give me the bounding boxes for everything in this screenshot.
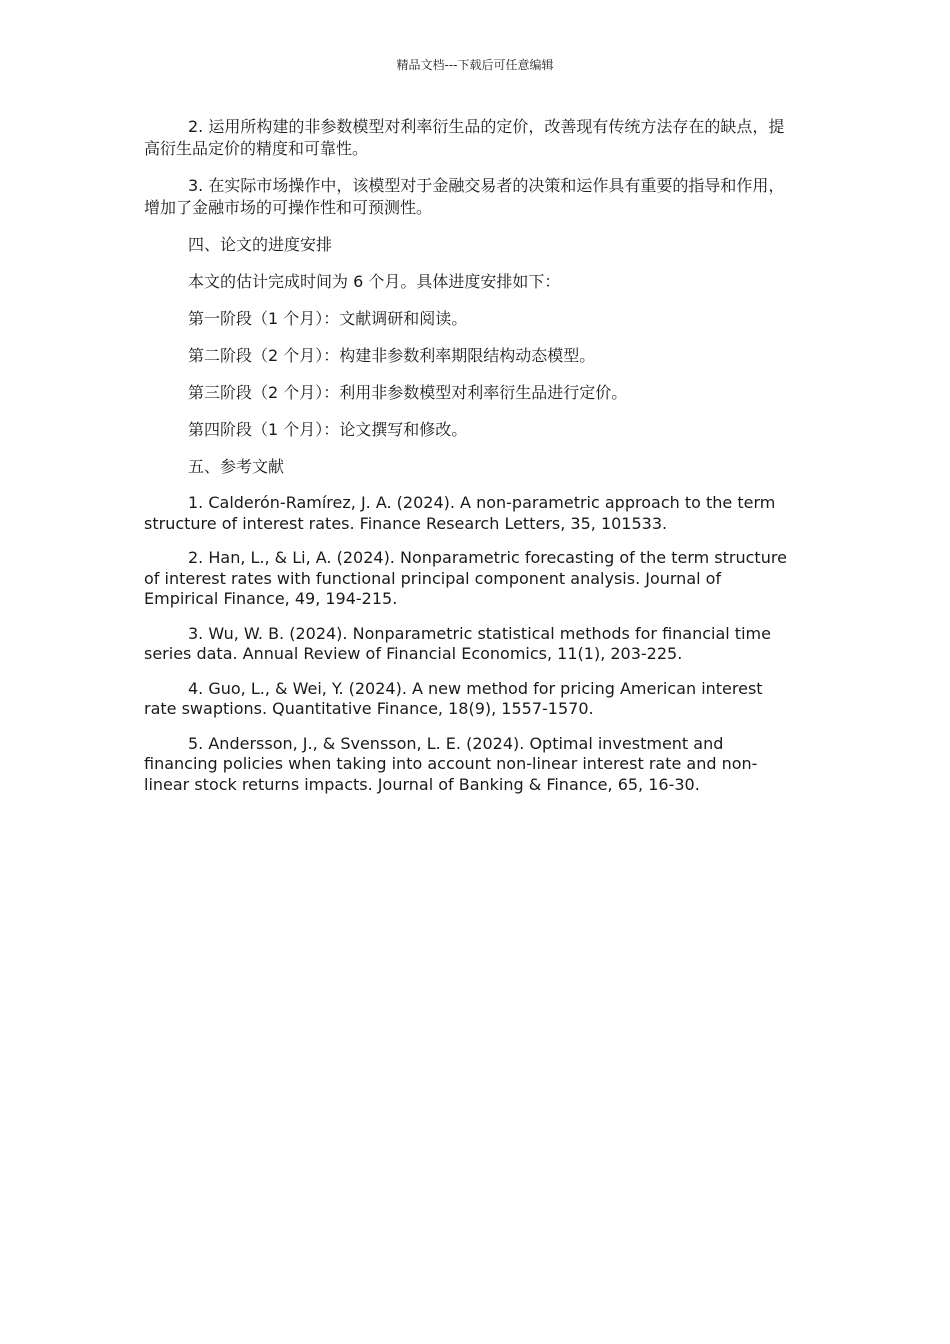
schedule-intro: 本文的估计完成时间为 6 个月。具体进度安排如下： bbox=[188, 272, 561, 291]
paragraph-objective-2: 2. 运用所构建的非参数模型对利率衍生品的定价，改善现有传统方法存在的缺点，提高衍生品定价的精度和可靠性。 bbox=[144, 117, 785, 158]
section-heading-references: 五、参考文献 bbox=[188, 457, 285, 476]
reference-item-1: 1. Calderón-Ramírez, J. A. (2024). A non-parametric approach to the term structure of interest rates. Finance Research Letters, 35, 101533. bbox=[144, 493, 776, 533]
schedule-stage-1: 第一阶段（1 个月）：文献调研和阅读。 bbox=[188, 309, 468, 328]
schedule-stage-2: 第二阶段（2 个月）：构建非参数利率期限结构动态模型。 bbox=[188, 346, 596, 365]
paragraph-objective-3: 3. 在实际市场操作中，该模型对于金融交易者的决策和运作具有重要的指导和作用，增加了金融市场的可操作性和可预测性。 bbox=[144, 176, 785, 217]
schedule-stage-3: 第三阶段（2 个月）：利用非参数模型对利率衍生品进行定价。 bbox=[188, 383, 628, 402]
page-header: 精品文档---下载后可任意编辑 bbox=[396, 58, 554, 72]
reference-item-2: 2. Han, L., & Li, A. (2024). Nonparametric forecasting of the term structure of interest rates with functional principal component analysis. Journal of Empirical Finance, 49, 194-215. bbox=[144, 548, 787, 608]
schedule-stage-4: 第四阶段（1 个月）：论文撰写和修改。 bbox=[188, 420, 468, 439]
reference-item-5: 5. Andersson, J., & Svensson, L. E. (2024). Optimal investment and financing policies when taking into account non-linear interest rate and non-linear stock returns impacts. Journal of Banking & Finance, 65, 16-30. bbox=[144, 733, 758, 794]
section-heading-schedule: 四、论文的进度安排 bbox=[188, 235, 333, 254]
reference-item-3: 3. Wu, W. B. (2024). Nonparametric statistical methods for financial time series data. Annual Review of Financial Economics, 11(1), 203-225. bbox=[144, 623, 771, 663]
document-body bbox=[144, 116, 798, 809]
reference-item-4: 4. Guo, L., & Wei, Y. (2024). A new method for pricing American interest rate swaptions. Quantitative Finance, 18(9), 1557-1570. bbox=[144, 678, 763, 718]
